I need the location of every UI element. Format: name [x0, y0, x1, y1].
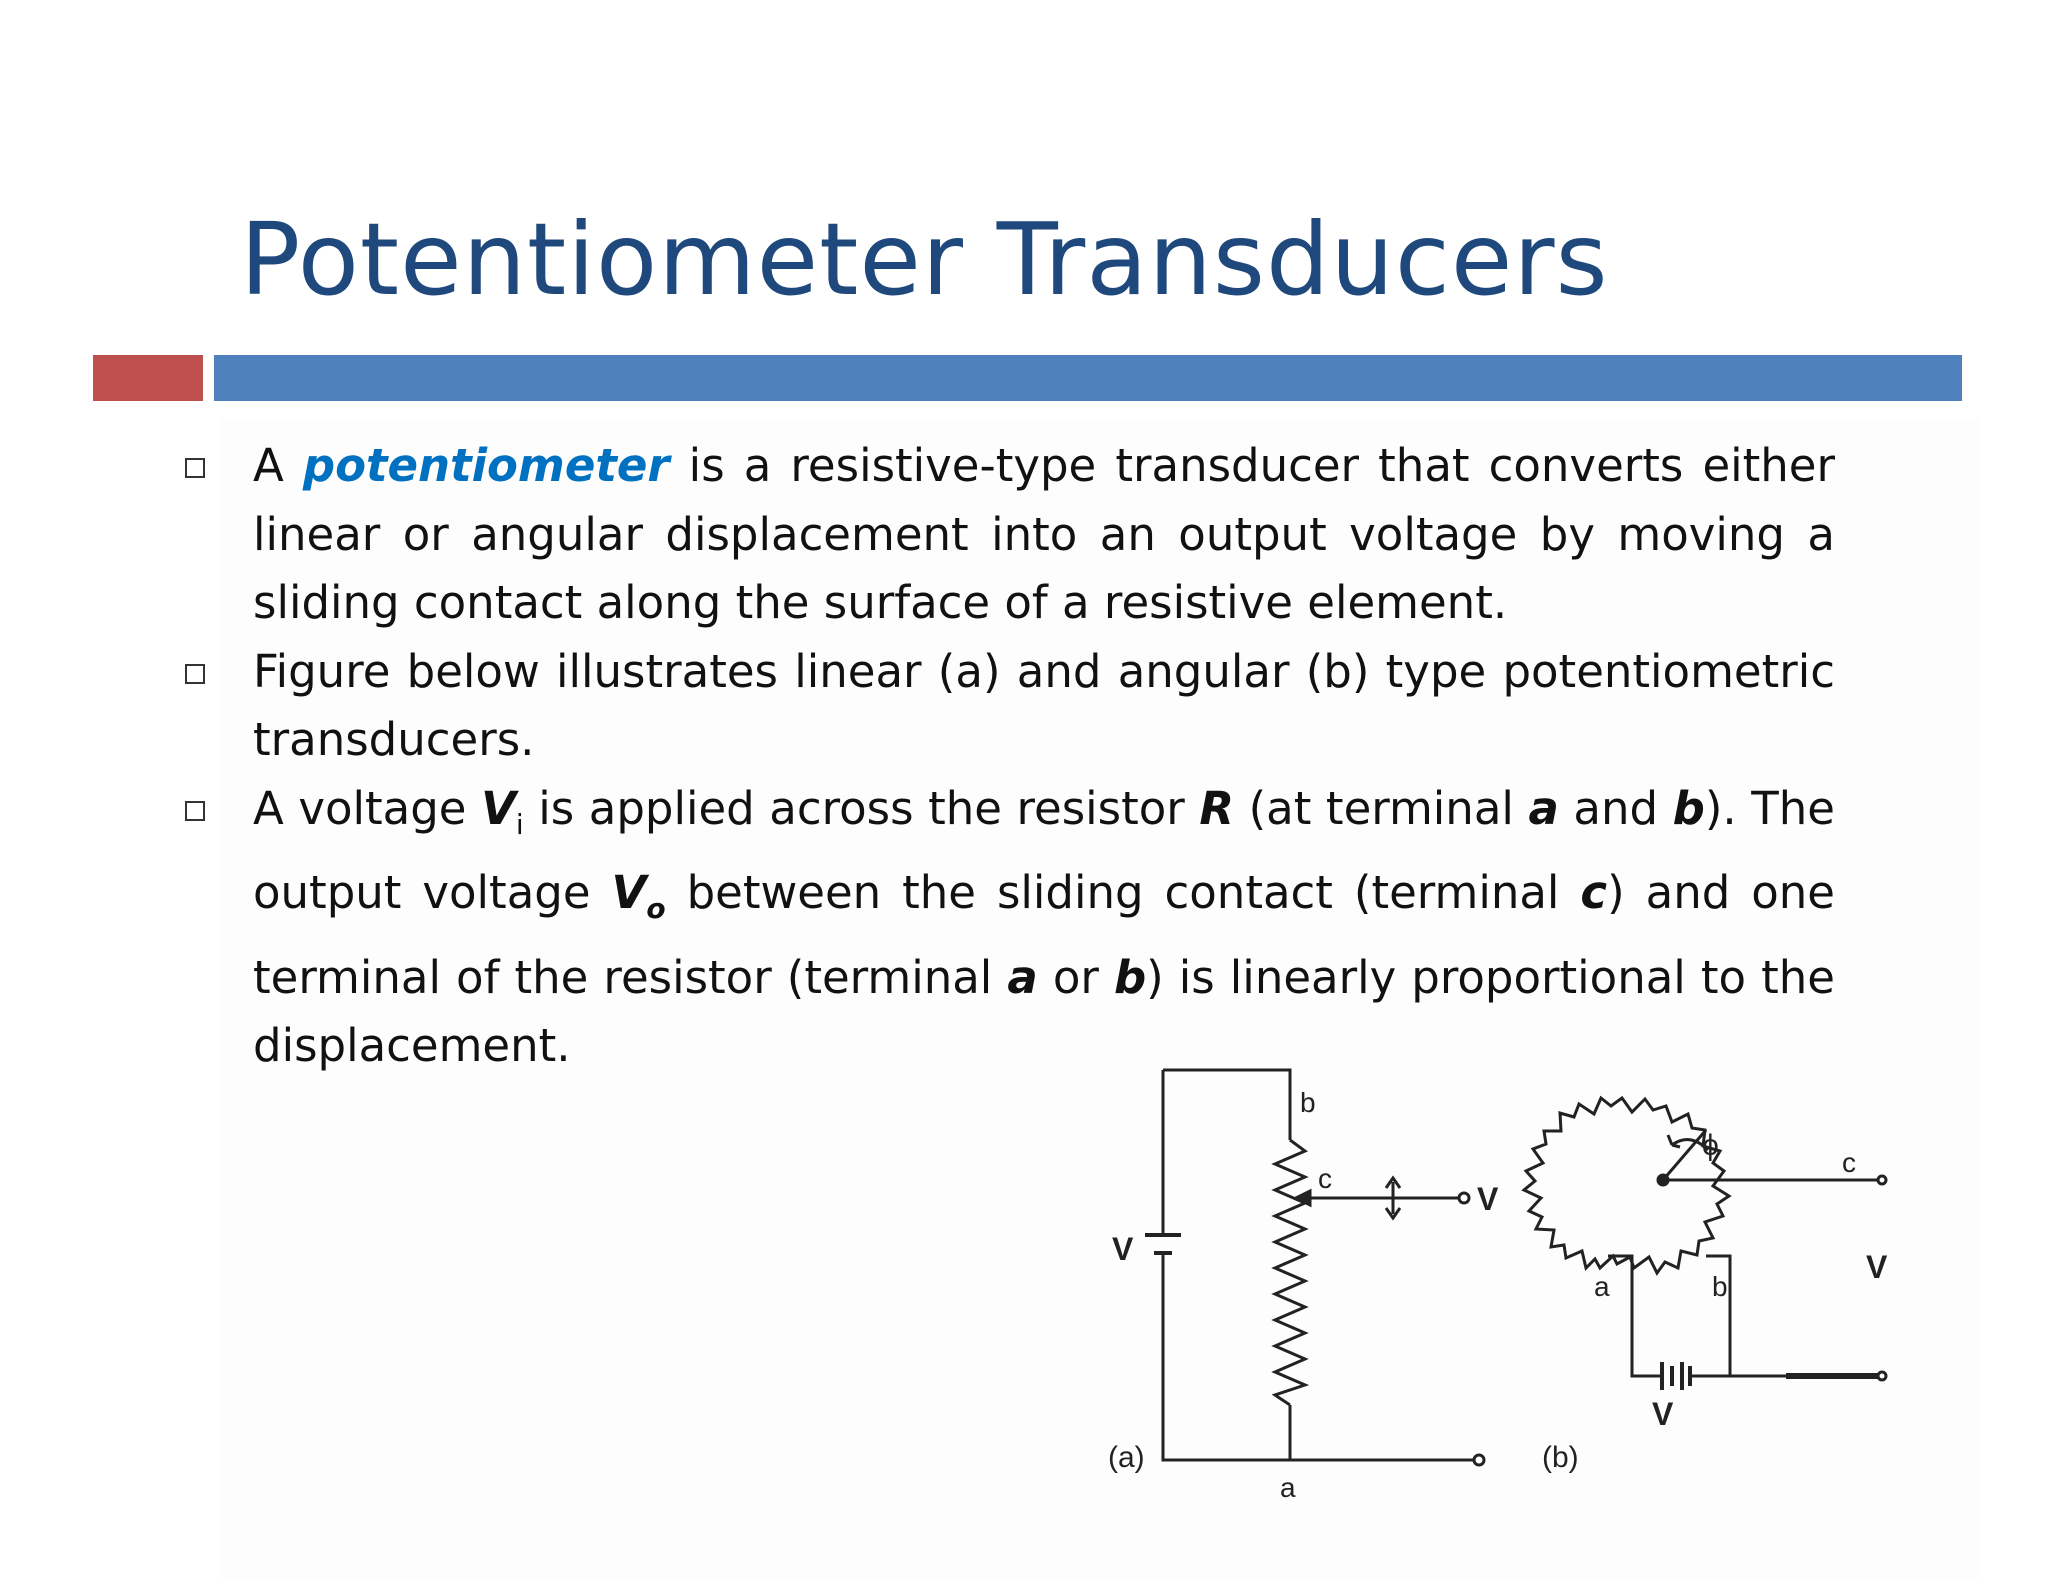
figure-caption: (a): [1108, 1441, 1145, 1474]
figure-label: V: [1477, 1181, 1499, 1217]
symbol-vo: V: [611, 866, 647, 919]
bullet-text: Figure below illustrates linear (a) and angular (b) type potentiometric transducers.: [253, 644, 1835, 766]
figure-label: b: [1300, 1087, 1316, 1118]
figure-label: a: [1594, 1271, 1610, 1302]
figure-label: c: [1318, 1163, 1332, 1194]
bullet-text: and: [1558, 781, 1673, 835]
bullet-text: or: [1037, 950, 1114, 1004]
bullet-text: is a resistive-type transducer that converts either linear or angular displacement into an output voltage by moving a sliding contact along the surface of a resistive element.: [253, 439, 1835, 629]
pivot-point: [1658, 1175, 1668, 1185]
linear-potentiometer-diagram: [1108, 1070, 1499, 1503]
output-terminal: [1474, 1455, 1484, 1465]
slide-title: Potentiometer Transducers: [240, 201, 1609, 318]
bullet-text: A: [253, 439, 303, 492]
angular-potentiometer-diagram: [1524, 1098, 1888, 1474]
symbol-r: R: [1199, 781, 1235, 835]
battery-symbol: [1145, 1235, 1181, 1253]
symbol-a: a: [1528, 781, 1559, 835]
symbol-b: b: [1672, 781, 1705, 835]
bullet-text: ) and one terminal of the resistor (terminal: [253, 866, 1835, 1004]
figure-label: ϕ: [1702, 1129, 1719, 1162]
output-terminal: [1878, 1372, 1886, 1380]
resistor-zigzag-ring: [1524, 1098, 1729, 1273]
output-terminal: [1878, 1176, 1886, 1184]
output-terminal: [1459, 1193, 1469, 1203]
highlighted-term: potentiometer: [302, 439, 670, 492]
bullet-text: (at terminal: [1234, 781, 1529, 835]
subscript-i: i: [515, 807, 524, 841]
symbol-c: c: [1580, 866, 1608, 919]
bullet-text: between the sliding contact (terminal: [665, 866, 1581, 919]
figure-label: a: [1280, 1472, 1296, 1503]
figure-label: V: [1866, 1249, 1888, 1285]
subscript-o: o: [646, 892, 666, 925]
bullet-text: ) is linearly proportional to the displacement.: [253, 950, 1835, 1072]
circuit-wire: [1608, 1256, 1878, 1376]
battery-symbol: [1662, 1362, 1690, 1390]
circuit-wire: [1163, 1070, 1473, 1460]
bullet-text: A voltage: [253, 781, 482, 835]
symbol-b: b: [1113, 950, 1147, 1004]
bullet-text: ). The output voltage: [253, 781, 1835, 919]
figure-label: V: [1112, 1231, 1134, 1267]
figure-label: V: [1652, 1396, 1674, 1432]
bullet-text: is applied across the resistor: [523, 781, 1200, 835]
symbol-v: V: [481, 781, 516, 835]
resistor-zigzag: [1275, 1140, 1305, 1405]
symbol-a: a: [1007, 950, 1038, 1004]
figure-label: c: [1842, 1147, 1856, 1178]
figure-caption: (b): [1542, 1441, 1579, 1474]
wiper-arrow: [1296, 1191, 1310, 1205]
figure-label: b: [1712, 1271, 1728, 1302]
